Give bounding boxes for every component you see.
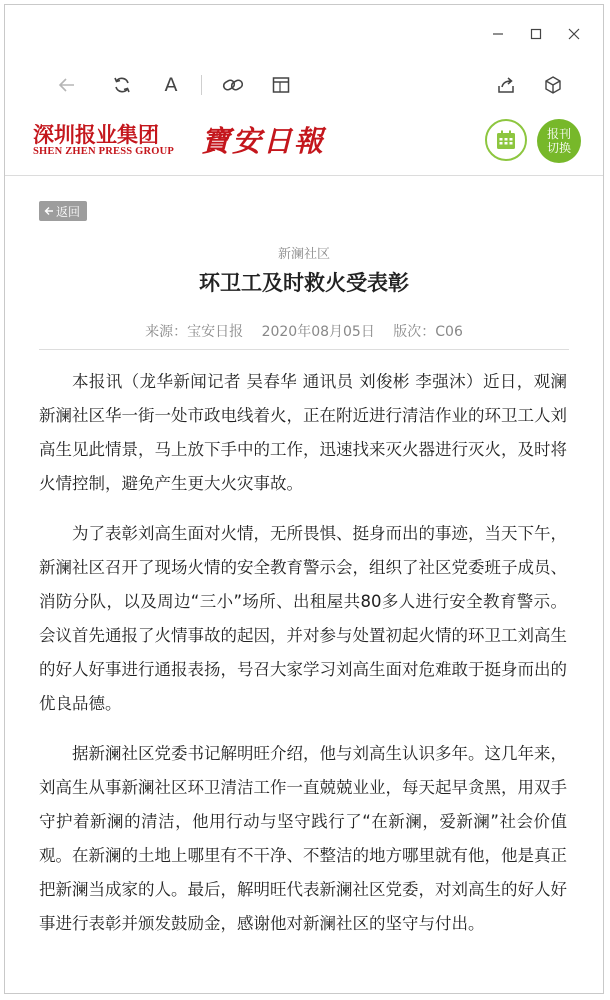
- back-button[interactable]: [51, 69, 83, 101]
- minimize-button[interactable]: [483, 19, 513, 49]
- reader-icon: [271, 75, 291, 95]
- refresh-icon: [112, 75, 132, 95]
- return-label: 返回: [56, 204, 81, 219]
- reader-mode-button[interactable]: [265, 69, 297, 101]
- press-group-logo: 深圳报业集团: [33, 122, 159, 147]
- app-window: [4, 4, 604, 994]
- back-arrow-icon: [57, 75, 77, 95]
- font-icon: A: [164, 74, 178, 96]
- link-button[interactable]: [217, 69, 249, 101]
- maximize-button[interactable]: [521, 19, 551, 49]
- switch-label-line1: 报刊: [546, 127, 571, 141]
- article-title: 环卫工及时救火受表彰: [199, 271, 409, 295]
- refresh-button[interactable]: [106, 69, 138, 101]
- press-group-logo-en: SHEN ZHEN PRESS GROUP: [33, 146, 175, 157]
- paragraph: 据新澜社区党委书记解明旺介绍，他与刘高生认识多年。这几年来，刘高生从事新澜社区环卫清洁工作一直兢兢业业，每天起早贪黑，用双手守护着新澜的清洁，他用行动与坚守践行了“在新澜，爱新澜”社会价值观。在新澜的土地上哪里有不干净、不整洁的地方哪里就有他，他是真正把新澜当成家的人。最后，解明旺代表新澜社区党委，对刘高生的好人好事进行表彰并颁发鼓励金，感谢他对新澜社区的坚守与付出。: [39, 744, 567, 933]
- divider: [39, 349, 569, 350]
- return-button[interactable]: [39, 201, 87, 221]
- font-button[interactable]: [155, 69, 187, 101]
- calendar-button[interactable]: [485, 119, 527, 161]
- date-label: 2020年08月05日: [261, 324, 375, 340]
- source-label: 来源：宝安日报: [145, 324, 244, 340]
- newspaper-logo: 寶安日報: [201, 124, 326, 158]
- window-title-bar: [5, 19, 603, 49]
- maximize-icon: [530, 28, 542, 40]
- newspaper-header: [5, 109, 603, 176]
- section-label: 新澜社区: [277, 247, 330, 262]
- calendar-icon: [495, 129, 517, 151]
- link-icon: [222, 75, 244, 95]
- close-icon: [568, 28, 580, 40]
- cube-button[interactable]: [537, 69, 569, 101]
- toolbar: [5, 65, 603, 105]
- share-button[interactable]: [490, 69, 522, 101]
- cube-icon: [543, 75, 563, 95]
- paragraph: 为了表彰刘高生面对火情，无所畏惧、挺身而出的事迹，当天下午，新澜社区召开了现场火情的安全教育警示会，组织了社区党委班子成员、消防分队，以及周边“三小”场所、出租屋共80多人进行安全教育警示。会议首先通报了火情事故的起因，并对参与处置初起火情的环卫工刘高生的好人好事进行通报表扬，号召大家学习刘高生面对危难敢于挺身而出的优良品德。: [39, 524, 567, 713]
- left-arrow-icon: [44, 206, 54, 216]
- toolbar-separator: [201, 75, 202, 95]
- minimize-icon: [492, 28, 504, 40]
- close-button[interactable]: [559, 19, 589, 49]
- article-meta: [5, 321, 603, 341]
- article-body: [39, 365, 567, 957]
- switch-label-line2: 切换: [546, 141, 571, 155]
- page-label: 版次：C06: [393, 324, 463, 340]
- share-icon: [496, 75, 516, 95]
- switch-newspaper-button[interactable]: [537, 119, 581, 163]
- paragraph: 本报讯（龙华新闻记者 吴春华 通讯员 刘俊彬 李强沐）近日，观澜新澜社区华一街一处市政电线着火，正在附近进行清洁作业的环卫工人刘高生见此情景，马上放下手中的工作，迅速找来灭火器进行灭火，及时将火情控制，避免产生更大火灾事故。: [39, 372, 567, 493]
